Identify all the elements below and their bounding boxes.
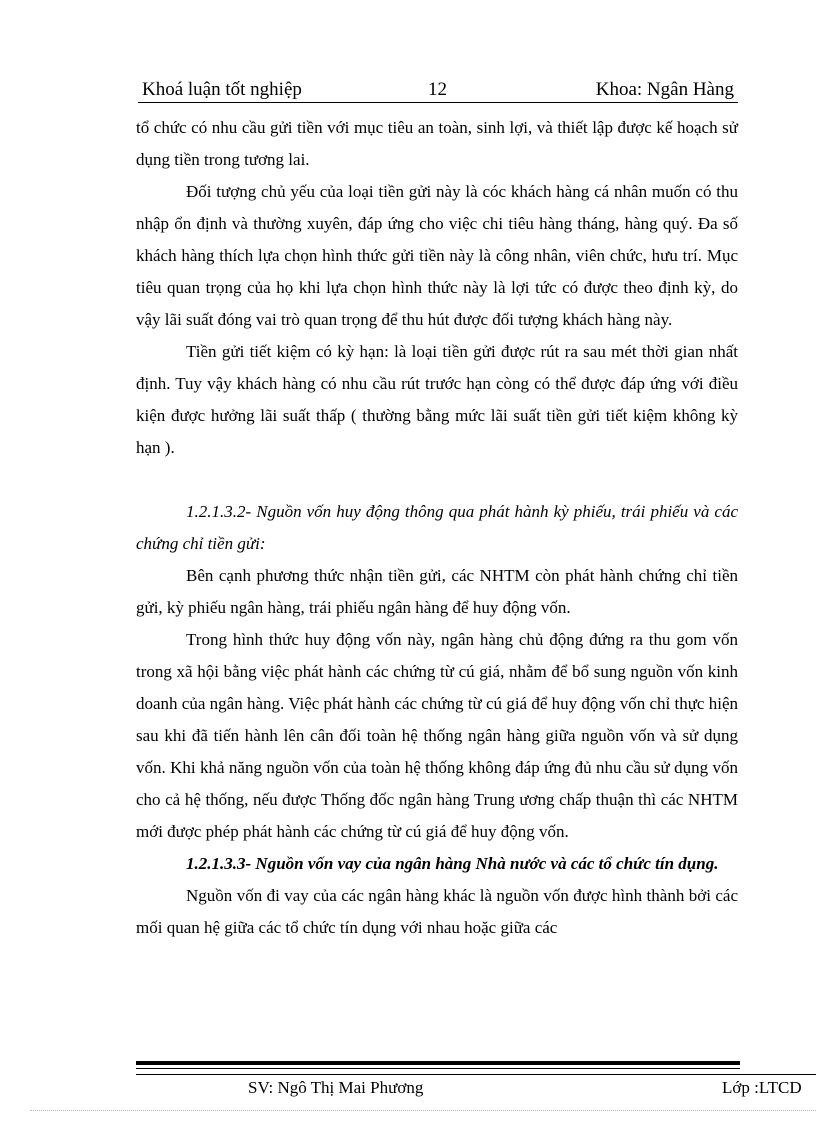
paragraph-certificates: Bên cạnh phương thức nhận tiền gửi, các NHTM còn phát hành chứng chỉ tiền gửi, kỳ phiếu ngân hàng, trái phiếu ngân hàng để huy động vốn.: [136, 566, 738, 617]
footer-student-name: SV: Ngô Thị Mai Phương: [248, 1078, 424, 1097]
paragraph-target-customers: Đối tượng chủ yếu của loại tiền gửi này là cóc khách hàng cá nhân muốn có thu nhập ổn định và thường xuyên, đáp ứng cho việc chi tiêu hàng tháng, hàng quý. Đa số khách hàng thích lựa chọn hình thức gửi tiền này là công nhân, viên chức, hưu trí. Mục tiêu quan trọng của họ khi lựa chọn hình thức này là lợi tức có được theo định kỳ, do vậy lãi suất đóng vai trò quan trọng để thu hút được đối tượng khách hàng này.: [136, 182, 738, 329]
footer-class: Lớp :LTCD: [722, 1078, 802, 1097]
section-heading-1-2-1-3-3: 1.2.1.3.3- Nguồn vốn vay của ngân hàng Nhà nước và các tổ chức tín dụng.: [186, 854, 719, 873]
section-gap: [136, 464, 738, 496]
paragraph-borrowed-capital: Nguồn vốn đi vay của các ngân hàng khác là nguồn vốn được hình thành bởi các mối quan hệ giữa các tổ chức tín dụng với nhau hoặc giữa các: [136, 886, 738, 937]
footer-divider-extended: [136, 1074, 816, 1075]
footer-divider-thick: [136, 1061, 740, 1065]
page-bottom-dotted-line: [30, 1110, 816, 1111]
paragraph-continuation: tổ chức có nhu cầu gửi tiền với mục tiêu an toàn, sinh lợi, và thiết lập được kế hoạch sử dụng tiền trong tương lai.: [136, 118, 738, 169]
page-body: [136, 112, 738, 944]
footer-divider-thin: [136, 1068, 740, 1069]
paragraph-term-savings: Tiền gửi tiết kiệm có kỳ hạn: là loại tiền gửi được rút ra sau mét thời gian nhất định. Tuy vậy khách hàng có nhu cầu rút trước hạn còng có thể được đáp ứng với điều kiện được hưởng lãi suất thấp ( thường bằng mức lãi suất tiền gửi tiết kiệm không kỳ hạn ).: [136, 342, 738, 457]
header-faculty: Khoa: Ngân Hàng: [595, 79, 734, 100]
page-header: [138, 76, 738, 104]
header-thesis-title: Khoá luận tốt nghiệp: [142, 79, 302, 100]
section-heading-1-2-1-3-2: 1.2.1.3.2- Nguồn vốn huy động thông qua phát hành kỳ phiếu, trái phiếu và các chứng chỉ tiền gửi:: [136, 502, 738, 553]
paragraph-issuance: Trong hình thức huy động vốn này, ngân hàng chủ động đứng ra thu gom vốn trong xã hội bằng việc phát hành các chứng từ cú giá, nhằm để bổ sung nguồn vốn kinh doanh của ngân hàng. Việc phát hành các chứng từ cú giá để huy động vốn chỉ thực hiện sau khi đã tiến hành lên cân đối toàn hệ thống ngân hàng giữa nguồn vốn và sử dụng vốn. Khi khả năng nguồn vốn của toàn hệ thống không đáp ứng đủ nhu cầu sử dụng vốn cho cả hệ thống, nếu được Thống đốc ngân hàng Trung ương chấp thuận thì các NHTM mới được phép phát hành các chứng từ cú giá để huy động vốn.: [136, 630, 738, 841]
header-page-number: 12: [428, 79, 447, 100]
header-divider: [138, 102, 738, 103]
